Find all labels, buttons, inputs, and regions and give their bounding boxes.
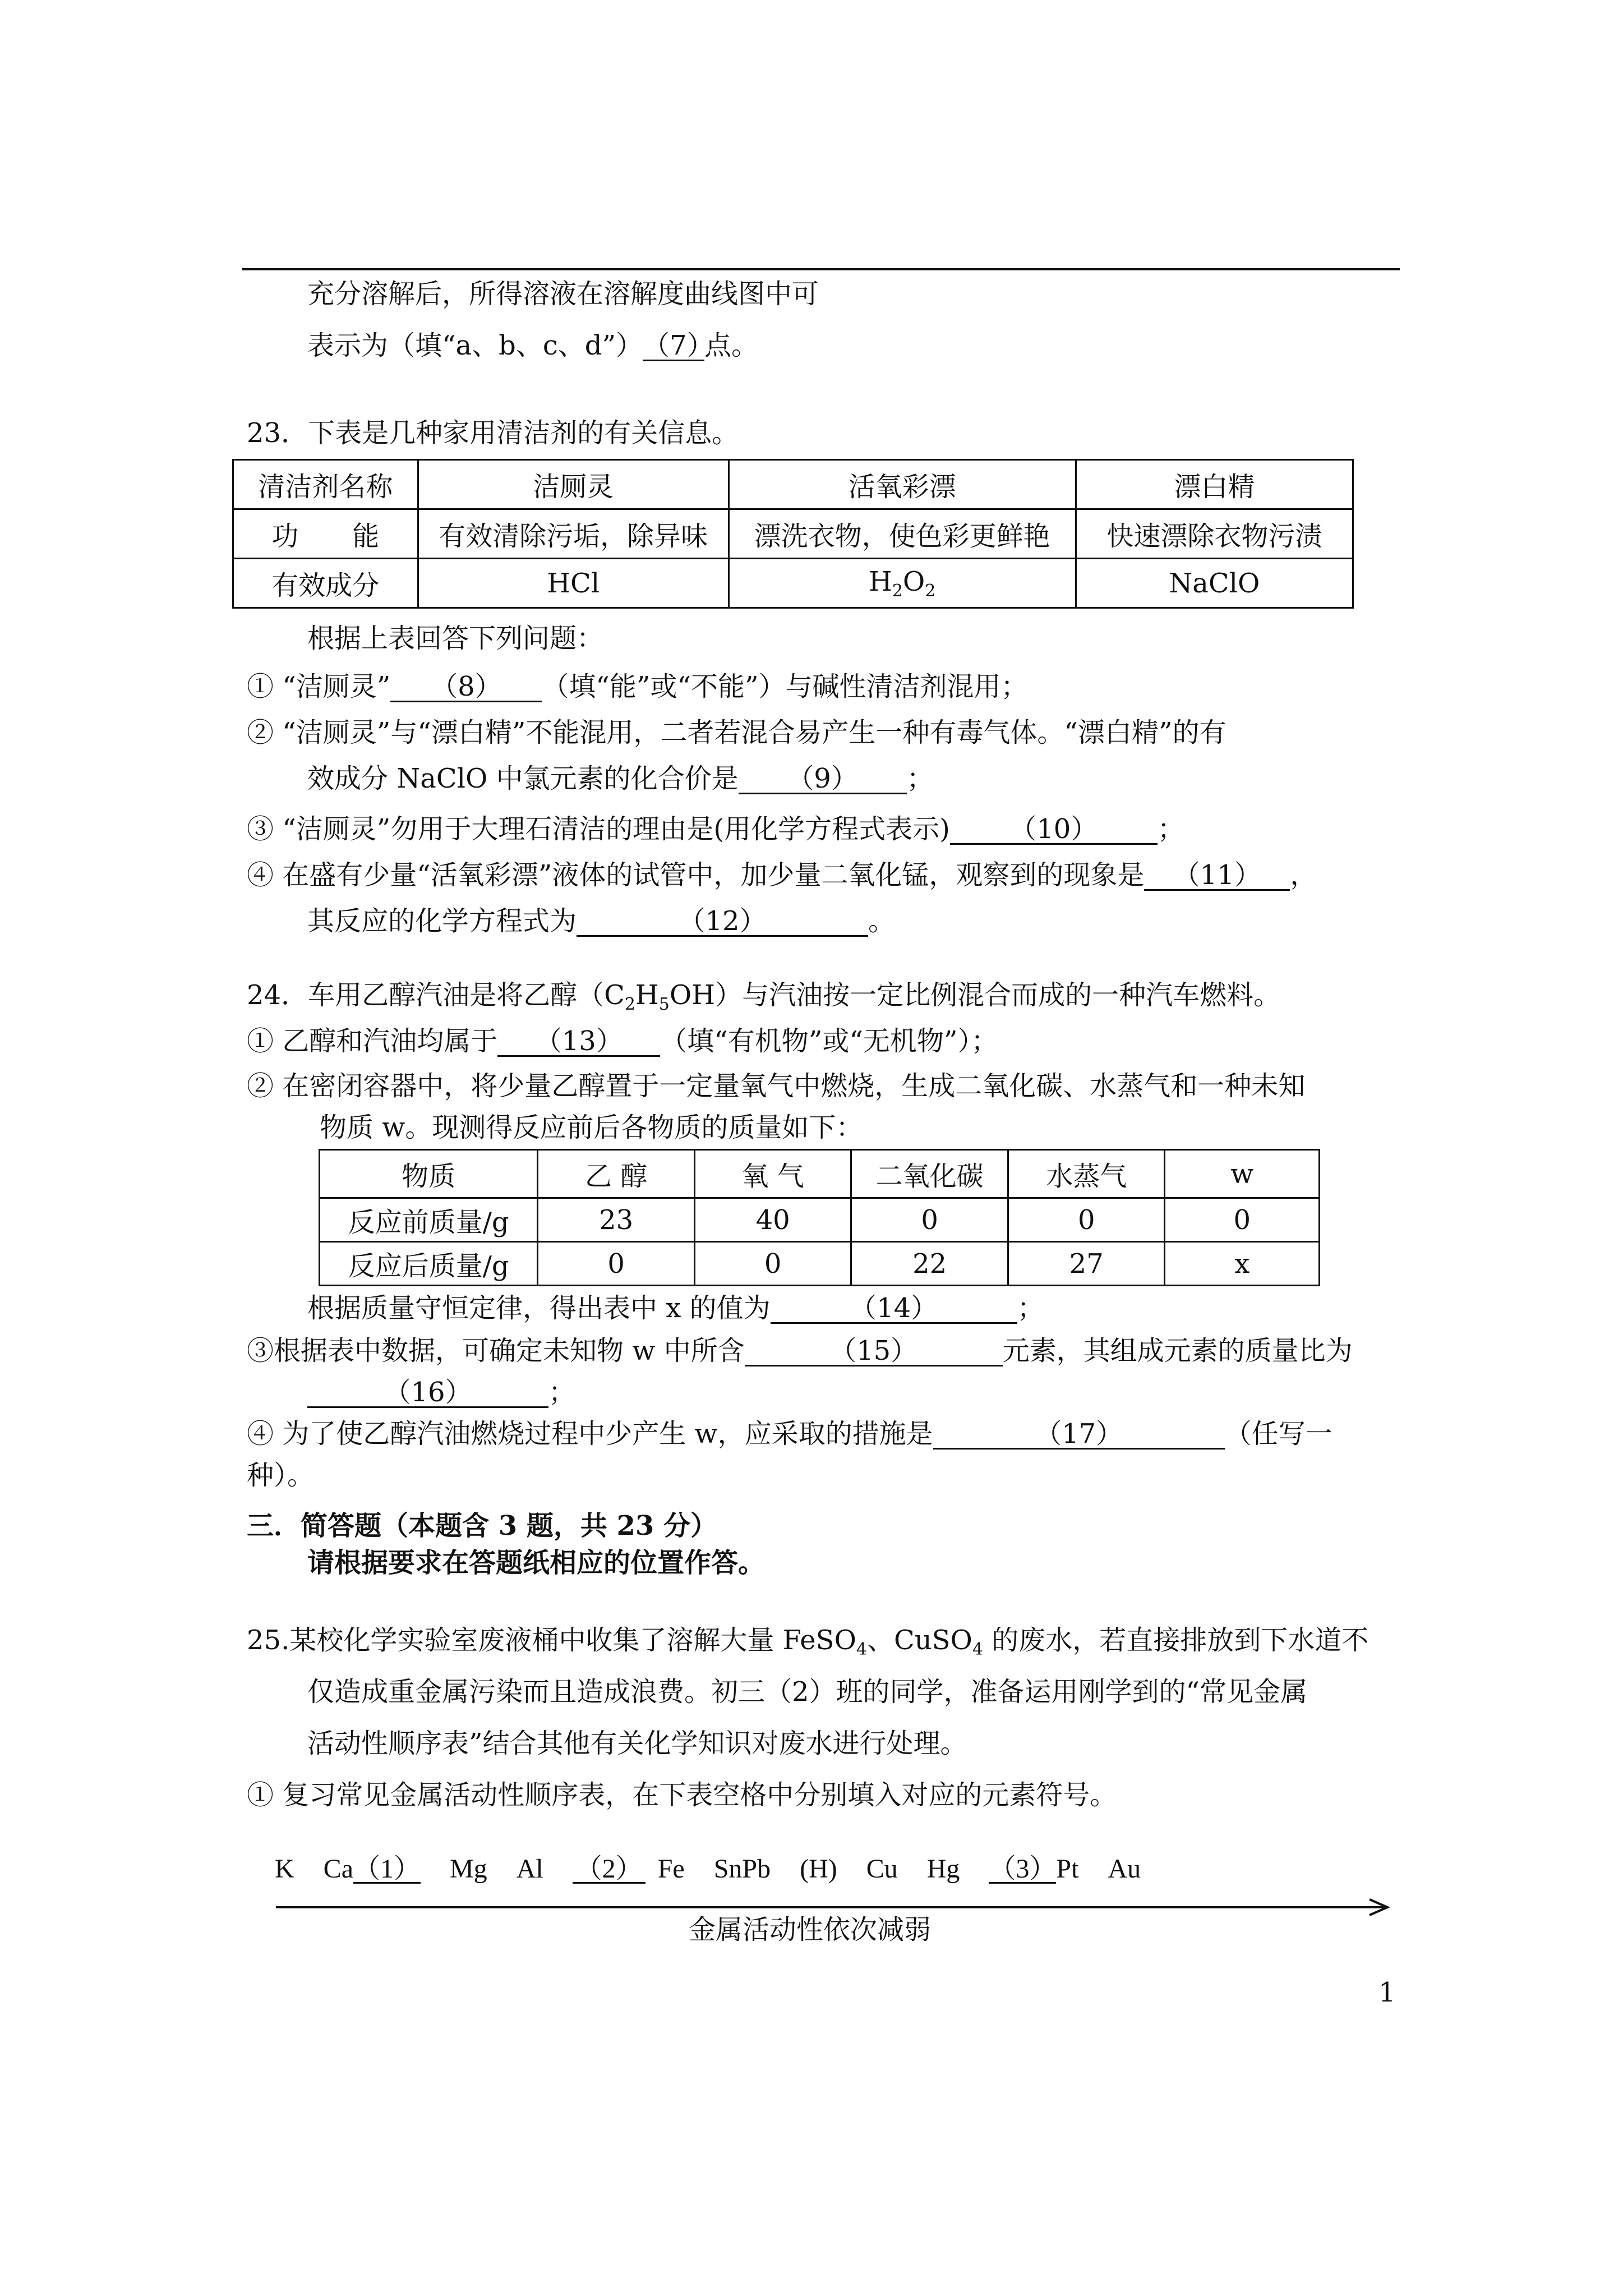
q23-s1-post: （填“能”或“不能”）与碱性清洁剂混用； [542, 671, 1028, 702]
section3-note: 请根据要求在答题纸相应的位置作答。 [307, 1547, 766, 1579]
q24-s4-line2: 种）。 [247, 1460, 315, 1491]
q23-s3 [247, 812, 1184, 846]
q23-s4-line2-post: 。 [868, 905, 896, 937]
q25-s1: ① 复习常见金属活动性顺序表，在下表空格中分别填入对应的元素符号。 [247, 1779, 1117, 1811]
cell-after-label: 反应后质量/g [320, 1242, 538, 1286]
q23-s4 [247, 858, 1317, 892]
q24-s3-line2-post: ； [548, 1377, 576, 1408]
mass-table [319, 1149, 1320, 1286]
q24-law-pre: 根据质量守恒定律，得出表中 x 的值为 [307, 1292, 771, 1324]
arrow-label: 金属活动性依次减弱 [689, 1914, 932, 1945]
q24-s1-pre: ① 乙醇和汽油均属于 [247, 1025, 498, 1057]
q24-s1 [247, 1024, 998, 1058]
header-rule [242, 268, 1400, 270]
blank-7[interactable]: （7） [643, 330, 714, 361]
cell-before-ethanol: 23 [538, 1198, 695, 1242]
q24-title-c: OH）与汽油按一定比例混合而成的一种汽车燃料。 [669, 979, 1281, 1011]
blank-8[interactable]: （8） [390, 673, 542, 702]
q22-line2-pre: 表示为（填“a、b、c、d”） [307, 330, 643, 361]
cell-func-toilet: 有效清除污垢，除异味 [418, 509, 728, 559]
blank-1[interactable]: （1） [353, 1854, 421, 1884]
q24-law [307, 1291, 1044, 1325]
blank-12[interactable]: （12） [577, 907, 868, 937]
page-number: 1 [1378, 1977, 1396, 2008]
blank-3[interactable]: （3） [989, 1854, 1057, 1884]
cell-header-name: 清洁剂名称 [233, 460, 418, 509]
el-h: (H) [800, 1854, 837, 1884]
el-cu: Cu [866, 1854, 898, 1884]
q23-s2-line2-post: ； [906, 763, 934, 794]
q23-title: 23．下表是几种家用清洁剂的有关信息。 [247, 417, 739, 449]
cell-header-toilet: 洁厕灵 [418, 460, 728, 509]
cell-comp-naclo: NaClO [1076, 559, 1353, 608]
q23-intro: 根据上表回答下列问题： [307, 623, 604, 654]
cleaner-table [232, 459, 1354, 609]
cell-comp-hcl: HCl [418, 559, 728, 608]
cell-after-co2: 22 [851, 1242, 1008, 1286]
q23-s1-pre: ① “洁厕灵” [247, 671, 391, 702]
el-k: K [275, 1854, 294, 1884]
cell-h-oxygen: 氧 气 [694, 1150, 851, 1198]
cell-before-label: 反应前质量/g [320, 1198, 538, 1242]
q23-s3-post: ； [1157, 813, 1184, 845]
q23-s4-pre: ④ 在盛有少量“活氧彩漂”液体的试管中，加少量二氧化锰，观察到的现象是 [247, 859, 1145, 891]
cleaner-table-component-row [233, 559, 1353, 608]
q25-line3: 活动性顺序表”结合其他有关化学知识对废水进行处理。 [307, 1728, 967, 1759]
q25-line1-c: 的废水，若直接排放到下水道不 [983, 1625, 1369, 1656]
q23-s4-line2-pre: 其反应的化学方程式为 [307, 905, 577, 937]
cell-before-oxygen: 40 [694, 1198, 851, 1242]
mass-table-after-row [320, 1242, 1320, 1286]
el-al: Al [516, 1854, 543, 1884]
q25-line1-a: 25.某校化学实验室废液桶中收集了溶解大量 FeSO [247, 1625, 856, 1656]
el-hg: Hg [926, 1854, 960, 1884]
q25-line1-sub1: 4 [856, 1640, 868, 1659]
cell-h-w: w [1165, 1150, 1320, 1198]
h2o2-o: O [902, 565, 925, 597]
cell-h-substance: 物质 [320, 1150, 538, 1198]
blank-17[interactable]: （17） [933, 1420, 1225, 1450]
el-ca: Ca [323, 1854, 353, 1884]
q24-s4-post: （任写一 [1224, 1418, 1332, 1450]
q24-s4 [247, 1417, 1332, 1451]
el-au: Au [1108, 1854, 1141, 1884]
blank-10[interactable]: （10） [950, 815, 1158, 845]
cell-after-oxygen: 0 [694, 1242, 851, 1286]
q24-title [247, 978, 1280, 1022]
cell-after-water: 27 [1008, 1242, 1165, 1286]
cell-h-co2: 二氧化碳 [851, 1150, 1008, 1198]
cell-after-w: x [1165, 1242, 1320, 1286]
mass-table-before-row [320, 1198, 1320, 1242]
q24-title-a: 24．车用乙醇汽油是将乙醇（C [247, 979, 625, 1011]
activity-series [275, 1852, 1141, 1886]
q25-line1-b: 、CuSO [867, 1625, 972, 1656]
cell-before-water: 0 [1008, 1198, 1165, 1242]
q23-s2-line2 [307, 762, 934, 795]
cell-func-bleach-color: 漂洗衣物，使色彩更鲜艳 [728, 509, 1076, 559]
q23-s4-line2 [307, 904, 895, 938]
q24-law-post: ； [1017, 1292, 1044, 1324]
cell-before-w: 0 [1165, 1198, 1320, 1242]
q23-s3-pre: ③ “洁厕灵”勿用于大理石清洁的理由是(用化学方程式表示) [247, 813, 950, 845]
q24-title-sub2: 5 [658, 995, 670, 1014]
cell-header-bleach: 漂白精 [1076, 460, 1353, 509]
blank-15[interactable]: （15） [745, 1337, 1003, 1366]
cleaner-table-function-row [233, 509, 1353, 559]
h2o2-sub2: 2 [925, 581, 936, 601]
cell-func-bleach: 快速漂除衣物污渍 [1076, 509, 1353, 559]
cell-header-bleach-color: 活氧彩漂 [728, 460, 1076, 509]
q23-s2-line2-pre: 效成分 NaClO 中氯元素的化合价是 [307, 763, 739, 794]
q24-title-b: H [635, 979, 659, 1011]
cell-comp-h2o2 [728, 559, 1076, 608]
q24-s3 [247, 1334, 1353, 1368]
q24-s3-line2 [307, 1375, 575, 1409]
blank-13[interactable]: （13） [497, 1027, 660, 1057]
cell-before-co2: 0 [851, 1198, 1008, 1242]
q24-title-sub1: 2 [624, 995, 635, 1014]
q23-s1 [247, 670, 1028, 703]
q25-line1 [247, 1623, 1368, 1667]
el-mg: Mg [450, 1854, 487, 1884]
q23-s4-post: ， [1290, 859, 1317, 891]
el-pt: Pt [1056, 1854, 1079, 1884]
h2o2-h: H [868, 565, 892, 597]
q24-s3-pre: ③根据表中数据，可确定未知物 w 中所含 [247, 1335, 745, 1366]
el-snpb: SnPb [713, 1854, 771, 1884]
section3-title: 三．简答题（本题含 3 题，共 23 分） [247, 1510, 718, 1542]
cell-h-ethanol: 乙 醇 [538, 1150, 695, 1198]
cell-h-water-vapor: 水蒸气 [1008, 1150, 1165, 1198]
q24-s2-line1: ② 在密闭容器中，将少量乙醇置于一定量氧气中燃烧，生成二氧化碳、水蒸气和一种未知 [247, 1070, 1306, 1102]
q25-line1-sub2: 4 [972, 1640, 983, 1659]
cell-after-ethanol: 0 [538, 1242, 695, 1286]
q24-s1-post: （填“有机物”或“无机物”）； [660, 1025, 998, 1057]
el-fe: Fe [657, 1854, 685, 1884]
q25-line2: 仅造成重金属污染而且造成浪费。初三（2）班的同学，准备运用刚学到的“常见金属 [307, 1676, 1308, 1708]
cell-func-label: 功 能 [233, 509, 418, 559]
blank-11[interactable]: （11） [1144, 861, 1290, 891]
blank-2[interactable]: （2） [573, 1856, 645, 1884]
q22-line1: 充分溶解后，所得溶液在溶解度曲线图中可 [307, 278, 819, 310]
q22-line2-post: 点。 [704, 330, 759, 361]
q23-s2-line1: ② “洁厕灵”与“漂白精”不能混用，二者若混合易产生一种有毒气体。“漂白精”的有 [247, 717, 1227, 748]
cleaner-table-header-row [233, 460, 1353, 509]
h2o2-sub1: 2 [892, 581, 903, 601]
q22-line2 [307, 329, 758, 362]
blank-9[interactable]: （9） [739, 765, 907, 794]
blank-14[interactable]: （14） [771, 1294, 1017, 1324]
q24-s2-line2: 物质 w。现测得反应前后各物质的质量如下： [320, 1112, 863, 1143]
q24-s4-pre: ④ 为了使乙醇汽油燃烧过程中少产生 w，应采取的措施是 [247, 1418, 933, 1450]
mass-table-header-row [320, 1150, 1320, 1198]
blank-16[interactable]: （16） [307, 1378, 548, 1408]
q24-s3-post: 元素，其组成元素的质量比为 [1002, 1335, 1353, 1366]
cell-comp-label: 有效成分 [233, 559, 418, 608]
